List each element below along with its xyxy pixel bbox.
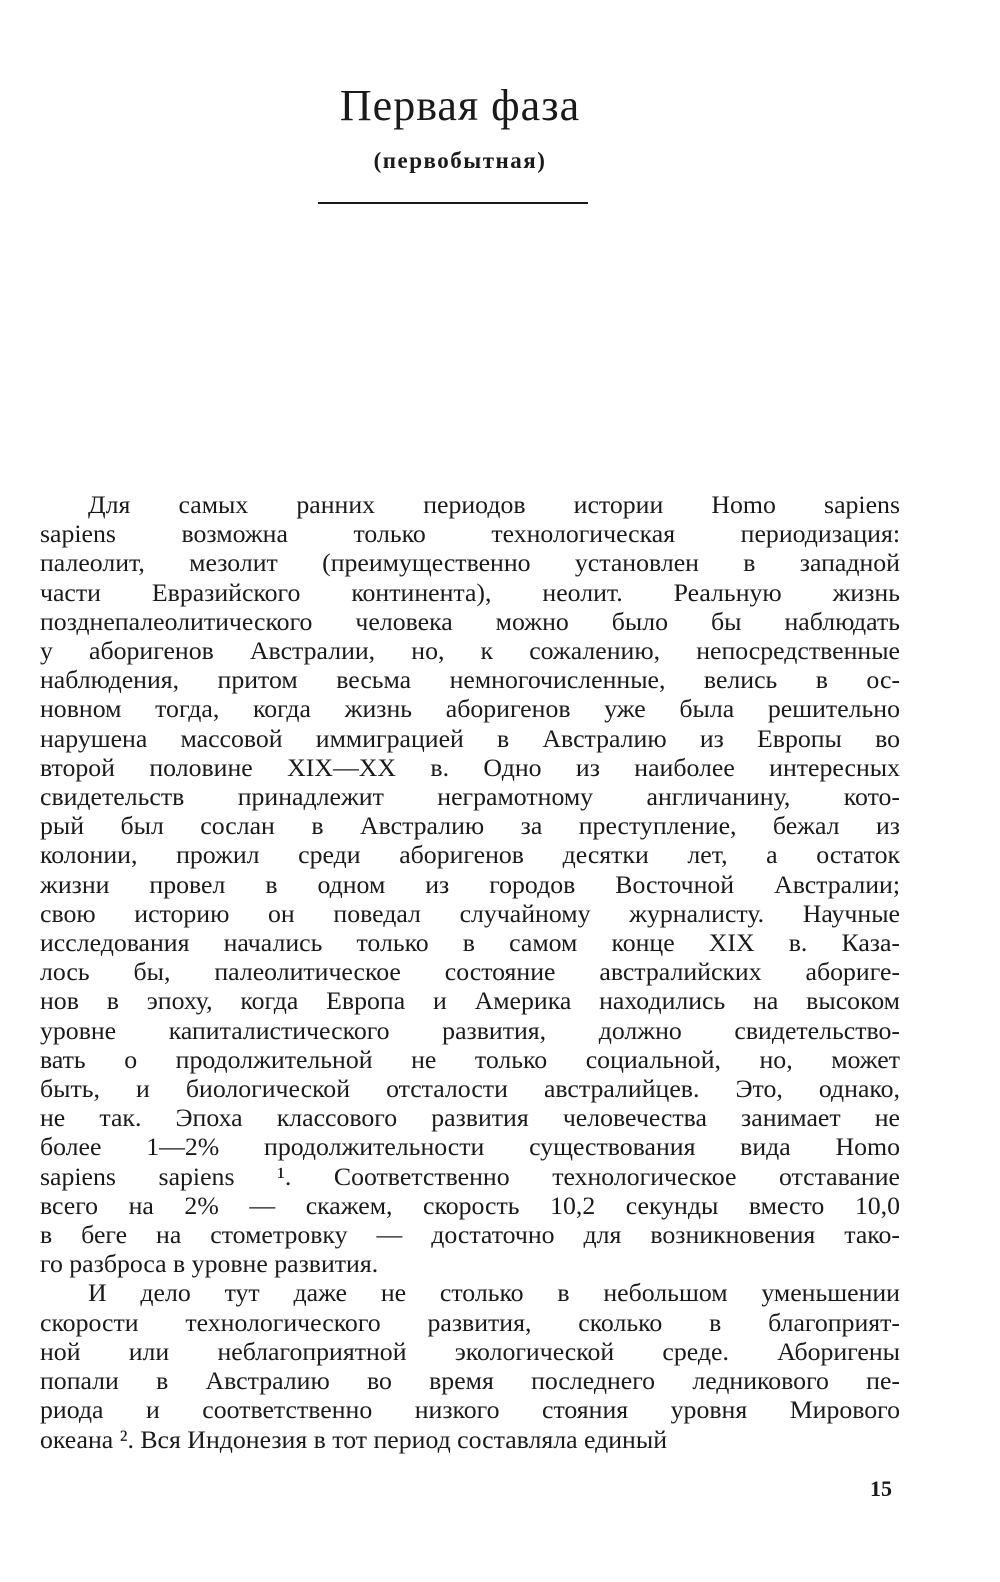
page-number: 15 (870, 1476, 892, 1501)
text-line: не так. Эпоха классового развития человечества занимает не (40, 1103, 900, 1133)
paragraph (40, 490, 900, 1278)
text-line: вать о продолжительной не только социальной, но, может (40, 1044, 900, 1074)
text-line: Для самых ранних периодов истории Homo sapiens (88, 490, 900, 519)
text-line: риода и соответственно низкого стояния уровня Мирового (40, 1395, 900, 1425)
title-divider (318, 202, 588, 204)
text-line: sapiens sapiens ¹. Соответственно технологическое отставание (40, 1161, 900, 1191)
text-line: скорости технологического развития, сколько в благоприят- (40, 1307, 900, 1337)
text-line: жизни провел в одном из городов Восточной Австралии; (40, 869, 900, 899)
text-line: колонии, прожил среди аборигенов десятки лет, а остаток (40, 840, 900, 870)
text-line: наблюдения, притом весьма немногочисленные, велись в ос- (40, 665, 900, 695)
text-line: нов в эпоху, когда Европа и Америка находились на высоком (40, 986, 900, 1016)
chapter-title: Первая фаза (339, 81, 581, 130)
text-line: свою историю он поведал случайному журналисту. Научные (40, 898, 900, 928)
text-line: sapiens возможна только технологическая периодизация: (40, 519, 900, 549)
text-line: лось бы, палеолитическое состояние австралийских абориге- (40, 957, 900, 987)
text-line: ной или неблагоприятной экологической среде. Аборигены (40, 1336, 900, 1366)
text-line: палеолит, мезолит (преимущественно установлен в западной (40, 548, 900, 578)
text-line: части Евразийского континента), неолит. Реальную жизнь (40, 577, 900, 607)
chapter-subtitle: (первобытная) (373, 148, 547, 173)
text-line: уровне капиталистического развития, должно свидетельство- (40, 1015, 900, 1045)
text-line: попали в Австралию во время последнего ледникового пе- (40, 1366, 900, 1396)
text-line: рый был сослан в Австралию за преступление, бежал из (40, 811, 900, 841)
text-line: в беге на стометровку — достаточно для возникновения тако- (40, 1220, 900, 1250)
body-text (40, 490, 900, 1454)
text-line: новном тогда, когда жизнь аборигенов уже была решительно (40, 694, 900, 724)
paragraph (40, 1278, 900, 1453)
text-line: го разброса в уровне развития. (40, 1249, 379, 1279)
text-line: нарушена массовой иммиграцией в Австралию из Европы во (40, 723, 900, 753)
text-line: исследования начались только в самом конце XIX в. Каза- (40, 928, 900, 958)
text-line: у аборигенов Австралии, но, к сожалению, непосредственные (40, 636, 900, 666)
text-line: позднепалеолитического человека можно было бы наблюдать (40, 606, 900, 636)
text-line: быть, и биологической отсталости австралийцев. Это, однако, (40, 1074, 900, 1104)
text-line: более 1—2% продолжительности существования вида Homo (40, 1132, 900, 1162)
text-line: И дело тут даже не столько в небольшом уменьшении (88, 1278, 900, 1308)
text-line: всего на 2% — скажем, скорость 10,2 секунды вместо 10,0 (40, 1190, 900, 1220)
text-line: океана ². Вся Индонезия в тот период составляла единый (40, 1424, 667, 1454)
text-line: второй половине XIX—XX в. Одно из наиболее интересных (40, 752, 900, 782)
text-line: свидетельств принадлежит неграмотному англичанину, кото- (40, 782, 900, 812)
